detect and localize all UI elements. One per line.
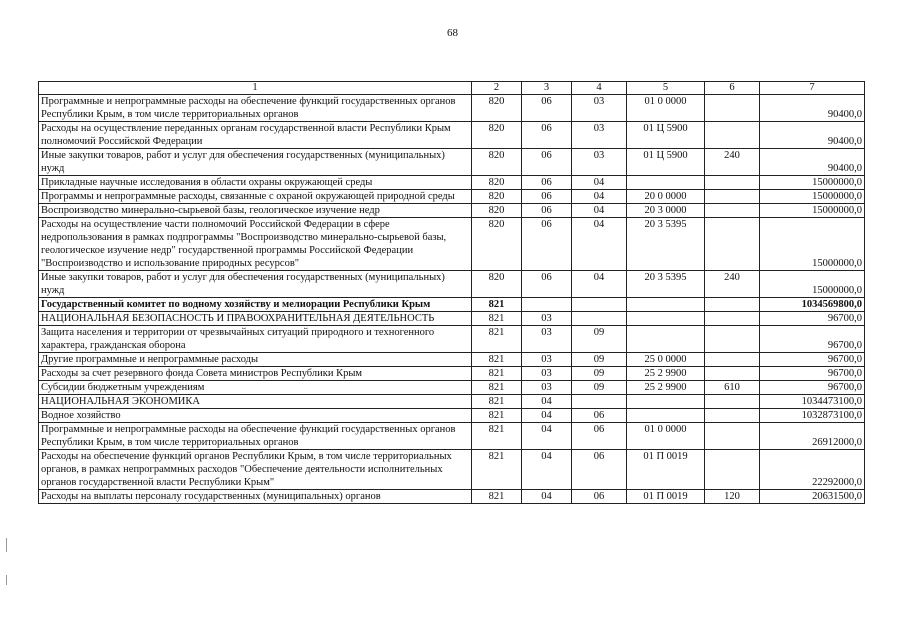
- expense-name-cell: Водное хозяйство: [39, 409, 472, 423]
- section-code-cell: 06: [522, 122, 572, 149]
- table-row: [39, 95, 865, 122]
- amount-cell: 96700,0: [760, 353, 865, 367]
- subsection-code-cell: 04: [572, 204, 627, 218]
- expense-type-cell: [705, 423, 760, 450]
- subsection-code-cell: 04: [572, 190, 627, 204]
- amount-cell: 15000000,0: [760, 190, 865, 204]
- section-code-cell: 06: [522, 204, 572, 218]
- column-header: 4: [572, 82, 627, 95]
- subsection-code-cell: 04: [572, 176, 627, 190]
- amount-cell: 96700,0: [760, 312, 865, 326]
- expense-name-cell: Защита населения и территории от чрезвычайных ситуаций природного и техногенного характера, гражданская оборона: [39, 326, 472, 353]
- expense-name-cell: Воспроизводство минерально-сырьевой базы, геологическое изучение недр: [39, 204, 472, 218]
- table-row: [39, 218, 865, 271]
- target-article-cell: 20 3 0000: [627, 204, 705, 218]
- table-row: [39, 490, 865, 504]
- expense-type-cell: [705, 190, 760, 204]
- target-article-cell: [627, 312, 705, 326]
- ministry-code-cell: 820: [472, 271, 522, 298]
- subsection-code-cell: 09: [572, 381, 627, 395]
- subsection-code-cell: 09: [572, 326, 627, 353]
- ministry-code-cell: 820: [472, 190, 522, 204]
- section-code-cell: 03: [522, 353, 572, 367]
- expense-type-cell: 240: [705, 149, 760, 176]
- expense-type-cell: 240: [705, 271, 760, 298]
- expense-type-cell: [705, 367, 760, 381]
- ministry-code-cell: 821: [472, 409, 522, 423]
- subsection-code-cell: [572, 312, 627, 326]
- expense-type-cell: [705, 204, 760, 218]
- amount-cell: 90400,0: [760, 149, 865, 176]
- expense-type-cell: [705, 218, 760, 271]
- expense-name-cell: Иные закупки товаров, работ и услуг для обеспечения государственных (муниципальных) нужд: [39, 271, 472, 298]
- subsection-code-cell: 04: [572, 271, 627, 298]
- ministry-code-cell: 821: [472, 326, 522, 353]
- subsection-code-cell: [572, 395, 627, 409]
- target-article-cell: [627, 326, 705, 353]
- target-article-cell: 01 П 0019: [627, 450, 705, 490]
- header-row: [39, 82, 865, 95]
- ministry-code-cell: 821: [472, 298, 522, 312]
- amount-cell: 96700,0: [760, 367, 865, 381]
- table-row: [39, 204, 865, 218]
- expense-type-cell: 610: [705, 381, 760, 395]
- amount-cell: 26912000,0: [760, 423, 865, 450]
- amount-cell: 1032873100,0: [760, 409, 865, 423]
- table-row: [39, 149, 865, 176]
- section-code-cell: 04: [522, 409, 572, 423]
- expense-name-cell: НАЦИОНАЛЬНАЯ ЭКОНОМИКА: [39, 395, 472, 409]
- column-header: 5: [627, 82, 705, 95]
- margin-mark: [6, 538, 7, 552]
- section-code-cell: 06: [522, 271, 572, 298]
- ministry-code-cell: 821: [472, 312, 522, 326]
- table-row: [39, 312, 865, 326]
- expense-type-cell: [705, 450, 760, 490]
- section-code-cell: 03: [522, 326, 572, 353]
- table-row: [39, 176, 865, 190]
- expense-name-cell: Расходы на обеспечение функций органов Республики Крым, в том числе территориальных органов, в рамках непрограммных расходов "Обеспечение деятельности исполнительных органов государственной власти Республики Крым": [39, 450, 472, 490]
- section-code-cell: 06: [522, 149, 572, 176]
- table-row: [39, 271, 865, 298]
- amount-cell: 96700,0: [760, 326, 865, 353]
- section-code-cell: 04: [522, 450, 572, 490]
- expense-name-cell: Расходы на осуществление переданных органам государственной власти Республики Крым полномочий Российской Федерации: [39, 122, 472, 149]
- target-article-cell: 01 Ц 5900: [627, 149, 705, 176]
- amount-cell: 90400,0: [760, 95, 865, 122]
- column-header: 1: [39, 82, 472, 95]
- margin-mark: [6, 575, 7, 585]
- expense-type-cell: [705, 353, 760, 367]
- expense-name-cell: Государственный комитет по водному хозяйству и мелиорации Республики Крым: [39, 298, 472, 312]
- amount-cell: 1034473100,0: [760, 395, 865, 409]
- column-header: 3: [522, 82, 572, 95]
- ministry-code-cell: 821: [472, 381, 522, 395]
- amount-cell: 20631500,0: [760, 490, 865, 504]
- ministry-code-cell: 820: [472, 149, 522, 176]
- expense-type-cell: [705, 298, 760, 312]
- subsection-code-cell: 03: [572, 149, 627, 176]
- subsection-code-cell: 06: [572, 450, 627, 490]
- section-code-cell: 06: [522, 95, 572, 122]
- expense-name-cell: Расходы за счет резервного фонда Совета министров Республики Крым: [39, 367, 472, 381]
- target-article-cell: 01 П 0019: [627, 490, 705, 504]
- subsection-code-cell: 06: [572, 490, 627, 504]
- table-row: [39, 190, 865, 204]
- expense-type-cell: [705, 312, 760, 326]
- ministry-code-cell: 820: [472, 176, 522, 190]
- table-row: [39, 381, 865, 395]
- section-code-cell: 06: [522, 176, 572, 190]
- target-article-cell: 20 3 5395: [627, 218, 705, 271]
- section-code-cell: 04: [522, 490, 572, 504]
- amount-cell: 15000000,0: [760, 176, 865, 190]
- table-row: [39, 298, 865, 312]
- target-article-cell: 01 Ц 5900: [627, 122, 705, 149]
- table-row: [39, 423, 865, 450]
- expense-name-cell: Другие программные и непрограммные расходы: [39, 353, 472, 367]
- section-code-cell: 06: [522, 190, 572, 204]
- ministry-code-cell: 820: [472, 122, 522, 149]
- table-row: [39, 122, 865, 149]
- expense-type-cell: [705, 176, 760, 190]
- expense-name-cell: Программные и непрограммные расходы на обеспечение функций государственных органов Республики Крым, в том числе территориальных органов: [39, 423, 472, 450]
- target-article-cell: [627, 298, 705, 312]
- target-article-cell: 25 2 9900: [627, 381, 705, 395]
- ministry-code-cell: 821: [472, 395, 522, 409]
- expense-name-cell: Программные и непрограммные расходы на обеспечение функций государственных органов Республики Крым, в том числе территориальных органов: [39, 95, 472, 122]
- ministry-code-cell: 821: [472, 423, 522, 450]
- ministry-code-cell: 820: [472, 218, 522, 271]
- ministry-code-cell: 821: [472, 450, 522, 490]
- amount-cell: 15000000,0: [760, 218, 865, 271]
- column-header: 7: [760, 82, 865, 95]
- table-row: [39, 367, 865, 381]
- amount-cell: 90400,0: [760, 122, 865, 149]
- table-row: [39, 395, 865, 409]
- table-row: [39, 326, 865, 353]
- ministry-code-cell: 820: [472, 204, 522, 218]
- subsection-code-cell: 09: [572, 353, 627, 367]
- table-row: [39, 353, 865, 367]
- ministry-code-cell: 820: [472, 95, 522, 122]
- subsection-code-cell: 06: [572, 409, 627, 423]
- expense-name-cell: НАЦИОНАЛЬНАЯ БЕЗОПАСНОСТЬ И ПРАВООХРАНИТЕЛЬНАЯ ДЕЯТЕЛЬНОСТЬ: [39, 312, 472, 326]
- target-article-cell: 20 0 0000: [627, 190, 705, 204]
- subsection-code-cell: [572, 298, 627, 312]
- section-code-cell: 04: [522, 423, 572, 450]
- table-row: [39, 450, 865, 490]
- expense-type-cell: [705, 122, 760, 149]
- expense-name-cell: Программы и непрограммные расходы, связанные с охраной окружающей природной среды: [39, 190, 472, 204]
- subsection-code-cell: 06: [572, 423, 627, 450]
- amount-cell: 15000000,0: [760, 271, 865, 298]
- amount-cell: 96700,0: [760, 381, 865, 395]
- expense-type-cell: [705, 395, 760, 409]
- expense-type-cell: 120: [705, 490, 760, 504]
- subsection-code-cell: 03: [572, 122, 627, 149]
- subsection-code-cell: 03: [572, 95, 627, 122]
- page-number: 68: [447, 27, 458, 39]
- amount-cell: 22292000,0: [760, 450, 865, 490]
- expense-type-cell: [705, 409, 760, 423]
- section-code-cell: 03: [522, 381, 572, 395]
- target-article-cell: [627, 176, 705, 190]
- section-code-cell: 03: [522, 367, 572, 381]
- expense-type-cell: [705, 95, 760, 122]
- target-article-cell: 20 3 5395: [627, 271, 705, 298]
- table-row: [39, 409, 865, 423]
- expense-type-cell: [705, 326, 760, 353]
- expense-name-cell: Расходы на осуществление части полномочий Российской Федерации в сфере недропользования в рамках подпрограммы "Воспроизводство минерально-сырьевой базы, геологическое изучение недр" государственной программы Российской Федерации "Воспроизводство и использование природных ресурсов": [39, 218, 472, 271]
- column-header: 6: [705, 82, 760, 95]
- subsection-code-cell: 04: [572, 218, 627, 271]
- section-code-cell: 06: [522, 218, 572, 271]
- ministry-code-cell: 821: [472, 367, 522, 381]
- target-article-cell: 25 2 9900: [627, 367, 705, 381]
- target-article-cell: 01 0 0000: [627, 423, 705, 450]
- expense-name-cell: Расходы на выплаты персоналу государственных (муниципальных) органов: [39, 490, 472, 504]
- section-code-cell: 03: [522, 312, 572, 326]
- expense-name-cell: Субсидии бюджетным учреждениям: [39, 381, 472, 395]
- expense-name-cell: Иные закупки товаров, работ и услуг для обеспечения государственных (муниципальных) нужд: [39, 149, 472, 176]
- budget-table: [38, 81, 865, 504]
- target-article-cell: [627, 395, 705, 409]
- amount-cell: 15000000,0: [760, 204, 865, 218]
- amount-cell: 1034569800,0: [760, 298, 865, 312]
- subsection-code-cell: 09: [572, 367, 627, 381]
- ministry-code-cell: 821: [472, 490, 522, 504]
- column-header: 2: [472, 82, 522, 95]
- section-code-cell: 04: [522, 395, 572, 409]
- section-code-cell: [522, 298, 572, 312]
- target-article-cell: 01 0 0000: [627, 95, 705, 122]
- ministry-code-cell: 821: [472, 353, 522, 367]
- target-article-cell: 25 0 0000: [627, 353, 705, 367]
- target-article-cell: [627, 409, 705, 423]
- expense-name-cell: Прикладные научные исследования в области охраны окружающей среды: [39, 176, 472, 190]
